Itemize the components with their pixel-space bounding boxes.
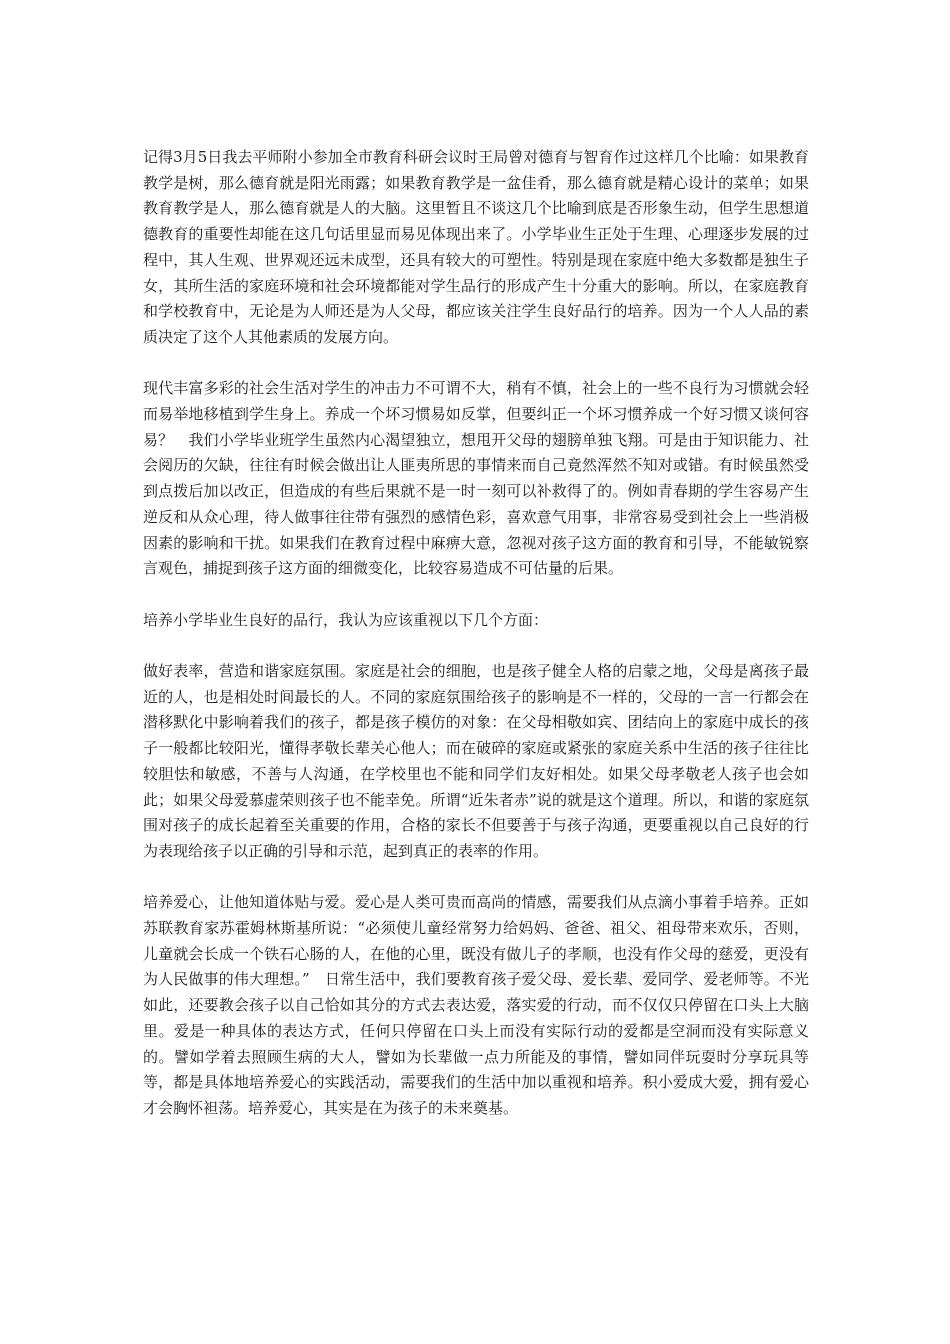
paragraph-intro: 记得3月5日我去平师附小参加全市教育科研会议时王局曾对德育与智育作过这样几个比喻：如果教育教学是树，那么德育就是阳光雨露；如果教育教学是一盆佳肴，那么德育就是精心设计的菜单；如果教育教学是人，那么德育就是人的大脑。这里暂且不谈这几个比喻到底是否形象生动，但学生思想道德教育的重要性却能在这几句话里显而易见体现出来了。小学毕业生正处于生理、心理逐步发展的过程中，其人生观、世界观还远未成型，还具有较大的可塑性。特别是现在家庭中绝大多数都是独生子女，其所生活的家庭环境和社会环境都能对学生品行的形成产生十分重大的影响。所以，在家庭教育和学校教育中，无论是为人师还是为人父母，都应该关注学生良好品行的培养。因为一个人人品的素质决定了这个人其他素质的发展方向。 <box>143 148 809 346</box>
document-body <box>143 145 809 1147</box>
paragraph-family-example: 做好表率，营造和谐家庭氛围。家庭是社会的细胞，也是孩子健全人格的启蒙之地，父母是离孩子最近的人，也是相处时间最长的人。不同的家庭氛围给孩子的影响是不一样的，父母的一言一行都会在潜移默化中影响着我们的孩子，都是孩子模仿的对象：在父母相敬如宾、团结向上的家庭中成长的孩子一般都比较阳光，懂得孝敬长辈关心他人；而在破碎的家庭或紧张的家庭关系中生活的孩子往往比较胆怯和敏感，不善与人沟通，在学校里也不能和同学们友好相处。如果父母孝敬老人孩子也会如此；如果父母爱慕虚荣则孩子也不能幸免。所谓“近朱者赤”说的就是这个道理。所以，和谐的家庭氛围对孩子的成长起着至关重要的作用，合格的家长不但要善于与孩子沟通，更要重视以自己良好的行为表现给孩子以正确的引导和示范，起到真正的表率的作用。 <box>143 662 809 860</box>
paragraph-aspects-lead: 培养小学毕业生良好的品行，我认为应该重视以下几个方面： <box>143 610 549 629</box>
paragraph-cultivate-love: 培养爱心，让他知道体贴与爱。爱心是人类可贵而高尚的情感，需要我们从点滴小事着手培养。正如苏联教育家苏霍姆林斯基所说：“必须使儿童经常努力给妈妈、爸爸、祖父、祖母带来欢乐，否则，儿童就会长成一个铁石心肠的人，在他的心里，既没有做儿子的孝顺，也没有作父母的慈爱，更没有为人民做事的伟大理想。” 日常生活中，我们要教育孩子爱父母、爱长辈、爱同学、爱老师等。不光如此，还要教会孩子以自己恰如其分的方式去表达爱，落实爱的行动，而不仅仅只停留在口头上大脑里。爱是一种具体的表达方式，任何只停留在口头上而没有实际行动的爱都是空洞而没有实际意义的。譬如学着去照顾生病的大人，譬如为长辈做一点力所能及的事情，譬如同伴玩耍时分享玩具等等，都是具体地培养爱心的实践活动，需要我们的生活中加以重视和培养。积小爱成大爱，拥有爱心才会胸怀袒荡。培养爱心，其实是在为孩子的未来奠基。 <box>143 893 809 1117</box>
paragraph-social-influence: 现代丰富多彩的社会生活对学生的冲击力不可谓不大，稍有不慎，社会上的一些不良行为习惯就会轻而易举地移植到学生身上。养成一个坏习惯易如反掌，但要纠正一个坏习惯养成一个好习惯又谈何容易？ 我们小学毕业班学生虽然内心渴望独立，想甩开父母的翅膀单独飞翔。可是由于知识能力、社会阅历的欠缺，往往有时候会做出让人匪夷所思的事情来而自己竟然浑然不知对或错。有时候虽然受到点拨后加以改正，但造成的有些后果就不是一时一刻可以补救得了的。例如青春期的学生容易产生逆反和从众心理，待人做事往往带有强烈的感情色彩，喜欢意气用事，非常容易受到社会上一些消极因素的影响和干扰。如果我们在教育过程中麻痹大意，忽视对孩子这方面的教育和引导，不能敏锐察言观色，捕捉到孩子这方面的细微变化，比较容易造成不可估量的后果。 <box>143 379 809 578</box>
